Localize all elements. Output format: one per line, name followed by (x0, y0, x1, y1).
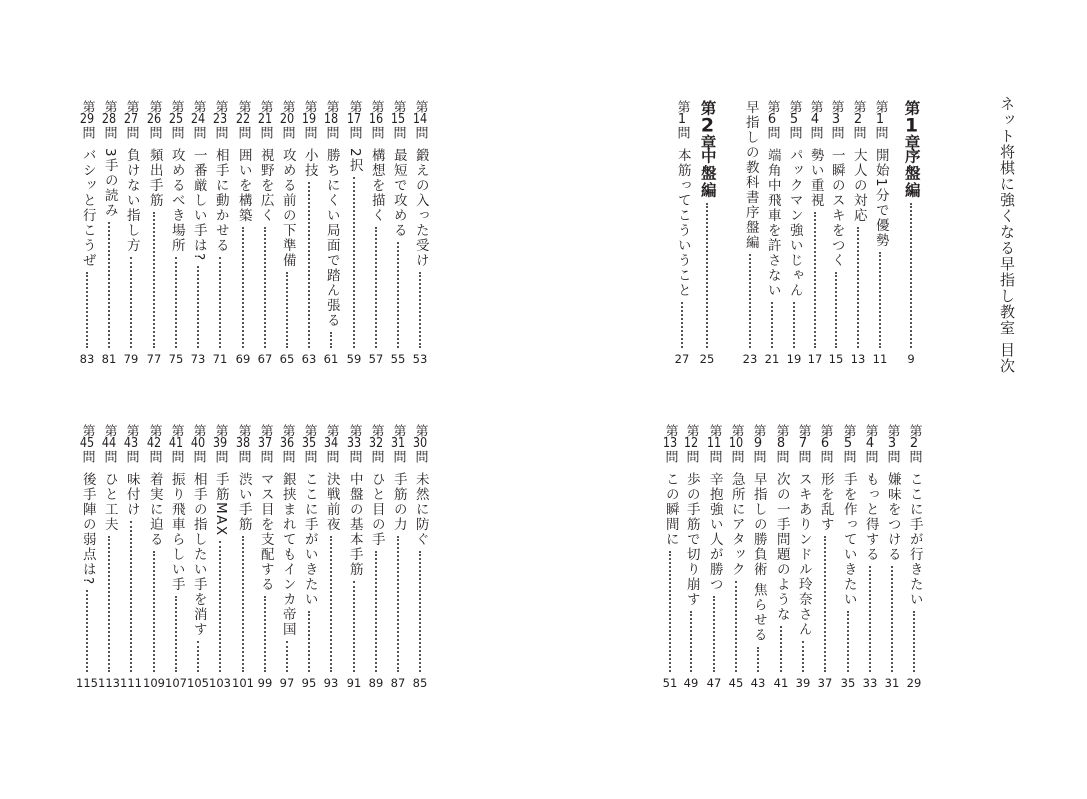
leader-dots (375, 551, 377, 672)
entry-title: ここに手が行きたい (906, 472, 923, 607)
toc-entry (738, 100, 762, 368)
question-number: 第45問 (79, 424, 95, 463)
leader-dots (175, 596, 177, 672)
leader-dots (749, 254, 751, 348)
leader-dots (910, 203, 912, 348)
toc-entry (275, 424, 299, 692)
leader-dots (397, 242, 399, 348)
toc-entry (142, 424, 166, 692)
question-number: 第23問 (212, 100, 228, 139)
page-number: 83 (79, 352, 95, 366)
page-number: 23 (742, 352, 758, 366)
leader-dots (869, 566, 871, 672)
toc-entry (813, 424, 837, 692)
toc-entry (760, 100, 784, 368)
question-number: 第2問 (906, 424, 922, 463)
toc-entry (782, 100, 806, 368)
page-number: 13 (850, 352, 866, 366)
book-title: ネット将棋に強くなる早指し教室 目次 (998, 96, 1016, 374)
leader-dots (242, 227, 244, 348)
page-number: 81 (101, 352, 117, 366)
page-number: 85 (412, 676, 428, 690)
page-number: 65 (279, 352, 295, 366)
page-number: 55 (390, 352, 406, 366)
toc-entry (297, 100, 321, 368)
chapter-number: 第2章 (698, 100, 717, 150)
question-number: 第34問 (323, 424, 339, 463)
page-number: 109 (143, 676, 165, 690)
entry-title: 手筋の力 (390, 472, 407, 532)
leader-dots (308, 611, 310, 672)
entry-title: パックマン強いじゃん (786, 148, 803, 298)
entry-title: 手を作っていきたい (840, 472, 857, 607)
entry-title: 嫌味をつける (884, 472, 901, 562)
question-number: 第15問 (390, 100, 406, 139)
leader-dots (175, 257, 177, 348)
question-number: 第32問 (368, 424, 384, 463)
entry-title: ひと目の手 (368, 472, 385, 547)
page-number: 43 (750, 676, 766, 690)
entry-title: 銀挟まれてもインカ帝国 (279, 472, 296, 637)
entry-title: 勢い重視 (807, 148, 824, 208)
toc-entry (319, 100, 343, 368)
leader-dots (153, 212, 155, 348)
toc-entry (275, 100, 299, 368)
leader-dots (814, 212, 816, 348)
leader-dots (419, 272, 421, 348)
question-number: 第4問 (862, 424, 878, 463)
entry-title: 相手に動かせる (212, 148, 229, 253)
toc-entry (297, 424, 321, 692)
entry-title: 負けない指し方 (123, 148, 140, 253)
toc-entry (836, 424, 860, 692)
page-number: 39 (795, 676, 811, 690)
toc-entry (902, 424, 926, 692)
toc-entry (75, 424, 99, 692)
page-number: 71 (212, 352, 228, 366)
leader-dots (286, 641, 288, 672)
toc-entry (97, 424, 121, 692)
entry-title: 一番厳しい手は? (190, 148, 207, 262)
toc-entry (746, 424, 770, 692)
leader-dots (681, 302, 683, 348)
entry-title: 振り飛車らしい手 (168, 472, 185, 592)
entry-title: 手筋MAX (212, 472, 229, 537)
page-number: 47 (706, 676, 722, 690)
chapter-title: 序盤編 (902, 148, 921, 199)
entry-title: 2択 (346, 148, 363, 174)
page-number: 19 (786, 352, 802, 366)
leader-dots (690, 611, 692, 672)
page-number: 107 (165, 676, 187, 690)
page-number: 33 (862, 676, 878, 690)
toc-entry (164, 424, 188, 692)
page-number: 89 (368, 676, 384, 690)
entry-title: バシッと行こうぜ (79, 148, 96, 268)
question-number: 第30問 (412, 424, 428, 463)
entry-title: 囲いを構築 (235, 148, 252, 223)
question-number: 第39問 (212, 424, 228, 463)
toc-entry (386, 424, 410, 692)
toc-entry (75, 100, 99, 368)
entry-title: 急所にアタック (728, 472, 745, 577)
page-number: 113 (98, 676, 120, 690)
page-number: 21 (764, 352, 780, 366)
page-number: 91 (346, 676, 362, 690)
entry-title: 中盤の基本手筋 (346, 472, 363, 577)
page-number: 93 (323, 676, 339, 690)
entry-title: 辛抱強い人が勝つ (706, 472, 723, 592)
leader-dots (153, 551, 155, 672)
leader-dots (130, 257, 132, 348)
question-number: 第18問 (323, 100, 339, 139)
question-number: 第42問 (146, 424, 162, 463)
entry-title: ひと工夫 (101, 472, 118, 532)
page-number: 25 (699, 352, 715, 366)
question-number: 第2問 (850, 100, 866, 139)
toc-entry (231, 100, 255, 368)
leader-dots (108, 536, 110, 672)
leader-dots (397, 536, 399, 672)
entry-title: スキありンドル玲奈さん (795, 472, 812, 637)
leader-dots (330, 332, 332, 348)
question-number: 第35問 (301, 424, 317, 463)
toc-entry (724, 424, 748, 692)
leader-dots (86, 272, 88, 348)
entry-title: 構想を描く (368, 148, 385, 223)
entry-title: 早指しの勝負術 焦らせる (750, 472, 767, 643)
leader-dots (108, 222, 110, 348)
page-number: 17 (807, 352, 823, 366)
page-number: 69 (235, 352, 251, 366)
entry-title: 勝ちにくい局面で踏ん張る (323, 148, 340, 328)
question-number: 第22問 (235, 100, 251, 139)
question-number: 第29問 (79, 100, 95, 139)
toc-entry (803, 100, 827, 368)
page-number: 57 (368, 352, 384, 366)
question-number: 第5問 (840, 424, 856, 463)
toc-entry (208, 424, 232, 692)
page-number: 61 (323, 352, 339, 366)
entry-title: 視野を広く (257, 148, 274, 223)
page-number: 27 (674, 352, 690, 366)
entry-title: マス目を支配する (257, 472, 274, 592)
entry-title: 本筋ってこういうこと (674, 148, 691, 298)
leader-dots (879, 252, 881, 348)
leader-dots (242, 536, 244, 672)
page-number: 35 (840, 676, 856, 690)
question-number: 第10問 (728, 424, 744, 463)
leader-dots (857, 227, 859, 348)
leader-dots (669, 551, 671, 672)
toc-entry (670, 100, 694, 368)
page-number: 75 (168, 352, 184, 366)
toc-chapter-entry (899, 100, 923, 368)
question-number: 第31問 (390, 424, 406, 463)
leader-dots (264, 596, 266, 672)
entry-title: 形を乱す (817, 472, 834, 532)
toc-entry (880, 424, 904, 692)
toc-entry (253, 100, 277, 368)
entry-title: 攻めるべき場所 (168, 148, 185, 253)
page-number: 45 (728, 676, 744, 690)
leader-dots (308, 182, 310, 348)
entry-title: 頻出手筋 (146, 148, 163, 208)
question-number: 第6問 (764, 100, 780, 139)
entry-title: 未然に防ぐ (412, 472, 429, 547)
question-number: 第1問 (674, 100, 690, 139)
page-number: 49 (683, 676, 699, 690)
entry-title: 渋い手筋 (235, 472, 252, 532)
toc-entry (186, 100, 210, 368)
toc-entry (231, 424, 255, 692)
question-number: 第9問 (750, 424, 766, 463)
toc-right-top (544, 100, 1087, 368)
question-number: 第16問 (368, 100, 384, 139)
leader-dots (735, 581, 737, 672)
entry-title: 大人の対応 (850, 148, 867, 223)
question-number: 第5問 (786, 100, 802, 139)
question-number: 第40問 (190, 424, 206, 463)
leader-dots (86, 590, 88, 672)
leader-dots (771, 302, 773, 348)
question-number: 第24問 (190, 100, 206, 139)
question-number: 第38問 (235, 424, 251, 463)
page-number: 63 (301, 352, 317, 366)
entry-title: 味付け (123, 472, 140, 517)
question-number: 第14問 (412, 100, 428, 139)
question-number: 第44問 (101, 424, 117, 463)
page-number: 11 (872, 352, 888, 366)
leader-dots (824, 536, 826, 672)
entry-title: もっと得する (862, 472, 879, 562)
question-number: 第8問 (773, 424, 789, 463)
leader-dots (913, 611, 915, 672)
leader-dots (197, 641, 199, 672)
toc-right-bottom (544, 424, 1087, 692)
entry-title: 早指しの教科書序盤編 (742, 100, 759, 250)
leader-dots (780, 626, 782, 672)
page-number: 103 (209, 676, 231, 690)
entry-title: 決戦前夜 (323, 472, 340, 532)
toc-entry (364, 424, 388, 692)
page-number: 51 (662, 676, 678, 690)
entry-title: 相手の指したい手を消す (190, 472, 207, 637)
question-number: 第28問 (101, 100, 117, 139)
leader-dots (706, 203, 708, 348)
question-number: 第27問 (123, 100, 139, 139)
question-number: 第3問 (884, 424, 900, 463)
toc-entry (119, 424, 143, 692)
toc-entry (408, 100, 432, 368)
page-number: 105 (187, 676, 209, 690)
question-number: 第13問 (662, 424, 678, 463)
leader-dots (286, 272, 288, 348)
chapter-title: 中盤編 (698, 148, 717, 199)
leader-dots (835, 272, 837, 348)
page-number: 73 (190, 352, 206, 366)
leader-dots (219, 257, 221, 348)
entry-title: 歩の手筋で切り崩す (683, 472, 700, 607)
toc-entry (408, 424, 432, 692)
page-number: 41 (773, 676, 789, 690)
leader-dots (847, 611, 849, 672)
toc-entry (342, 100, 366, 368)
toc-entry (658, 424, 682, 692)
page-number: 31 (884, 676, 900, 690)
toc-entry (119, 100, 143, 368)
page-number: 87 (390, 676, 406, 690)
question-number: 第20問 (279, 100, 295, 139)
toc-entry (142, 100, 166, 368)
question-number: 第4問 (807, 100, 823, 139)
question-number: 第43問 (123, 424, 139, 463)
leader-dots (713, 596, 715, 672)
toc-entry (386, 100, 410, 368)
page-number: 95 (301, 676, 317, 690)
leader-dots (353, 177, 355, 348)
question-number: 第3問 (828, 100, 844, 139)
toc-entry (253, 424, 277, 692)
entry-title: この瞬間に (662, 472, 679, 547)
entry-title: 一瞬のスキをつく (828, 148, 845, 268)
left-page (0, 0, 543, 799)
leader-dots (264, 227, 266, 348)
entry-title: 端角中飛車を許さない (764, 148, 781, 298)
toc-entry (791, 424, 815, 692)
question-number: 第37問 (257, 424, 273, 463)
question-number: 第41問 (168, 424, 184, 463)
toc-entry (702, 424, 726, 692)
page-number: 77 (146, 352, 162, 366)
page-number: 111 (120, 676, 142, 690)
leader-dots (353, 581, 355, 672)
question-number: 第11問 (706, 424, 722, 463)
entry-title: 次の一手問題のような (773, 472, 790, 622)
toc-entry (868, 100, 892, 368)
toc-entry (858, 424, 882, 692)
page-number: 53 (412, 352, 428, 366)
leader-dots (375, 227, 377, 348)
page-number: 29 (906, 676, 922, 690)
leader-dots (757, 647, 759, 672)
question-number: 第21問 (257, 100, 273, 139)
toc-entry (679, 424, 703, 692)
toc-entry (97, 100, 121, 368)
chapter-number: 第1章 (902, 100, 921, 150)
question-number: 第17問 (346, 100, 362, 139)
toc-entry (164, 100, 188, 368)
entry-title: 鍛えの入った受け (412, 148, 429, 268)
entry-title: 着実に迫る (146, 472, 163, 547)
question-number: 第1問 (872, 100, 888, 139)
entry-title: 攻める前の下準備 (279, 148, 296, 268)
question-number: 第19問 (301, 100, 317, 139)
question-number: 第33問 (346, 424, 362, 463)
entry-title: 開始1分で優勢 (872, 148, 889, 249)
toc-entry (769, 424, 793, 692)
page-number: 37 (817, 676, 833, 690)
page-number: 9 (907, 352, 915, 366)
leader-dots (793, 302, 795, 348)
entry-title: ここに手がいきたい (301, 472, 318, 607)
page-number: 97 (279, 676, 295, 690)
entry-title: 後手陣の弱点は? (79, 472, 96, 586)
toc-left-top (0, 100, 543, 368)
toc-left-bottom (0, 424, 543, 692)
page-number: 59 (346, 352, 362, 366)
question-number: 第7問 (795, 424, 811, 463)
toc-entry (824, 100, 848, 368)
leader-dots (197, 266, 199, 348)
entry-title: 3手の読み (101, 148, 118, 219)
toc-entry (186, 424, 210, 692)
question-number: 第6問 (817, 424, 833, 463)
question-number: 第12問 (683, 424, 699, 463)
leader-dots (219, 541, 221, 672)
entry-title: 最短で攻める (390, 148, 407, 238)
question-number: 第26問 (146, 100, 162, 139)
entry-title: 小技 (301, 148, 318, 178)
leader-dots (891, 566, 893, 672)
question-number: 第36問 (279, 424, 295, 463)
right-page (544, 0, 1087, 799)
page-number: 67 (257, 352, 273, 366)
toc-entry (342, 424, 366, 692)
toc-entry (364, 100, 388, 368)
page-number: 101 (232, 676, 254, 690)
page-number: 15 (828, 352, 844, 366)
toc-entry (319, 424, 343, 692)
question-number: 第25問 (168, 100, 184, 139)
leader-dots (802, 641, 804, 672)
leader-dots (419, 551, 421, 672)
page-number: 79 (123, 352, 139, 366)
page-number: 115 (76, 676, 98, 690)
toc-entry (846, 100, 870, 368)
page-number: 99 (257, 676, 273, 690)
leader-dots (330, 536, 332, 672)
toc-entry (208, 100, 232, 368)
toc-chapter-entry (695, 100, 719, 368)
leader-dots (130, 521, 132, 672)
